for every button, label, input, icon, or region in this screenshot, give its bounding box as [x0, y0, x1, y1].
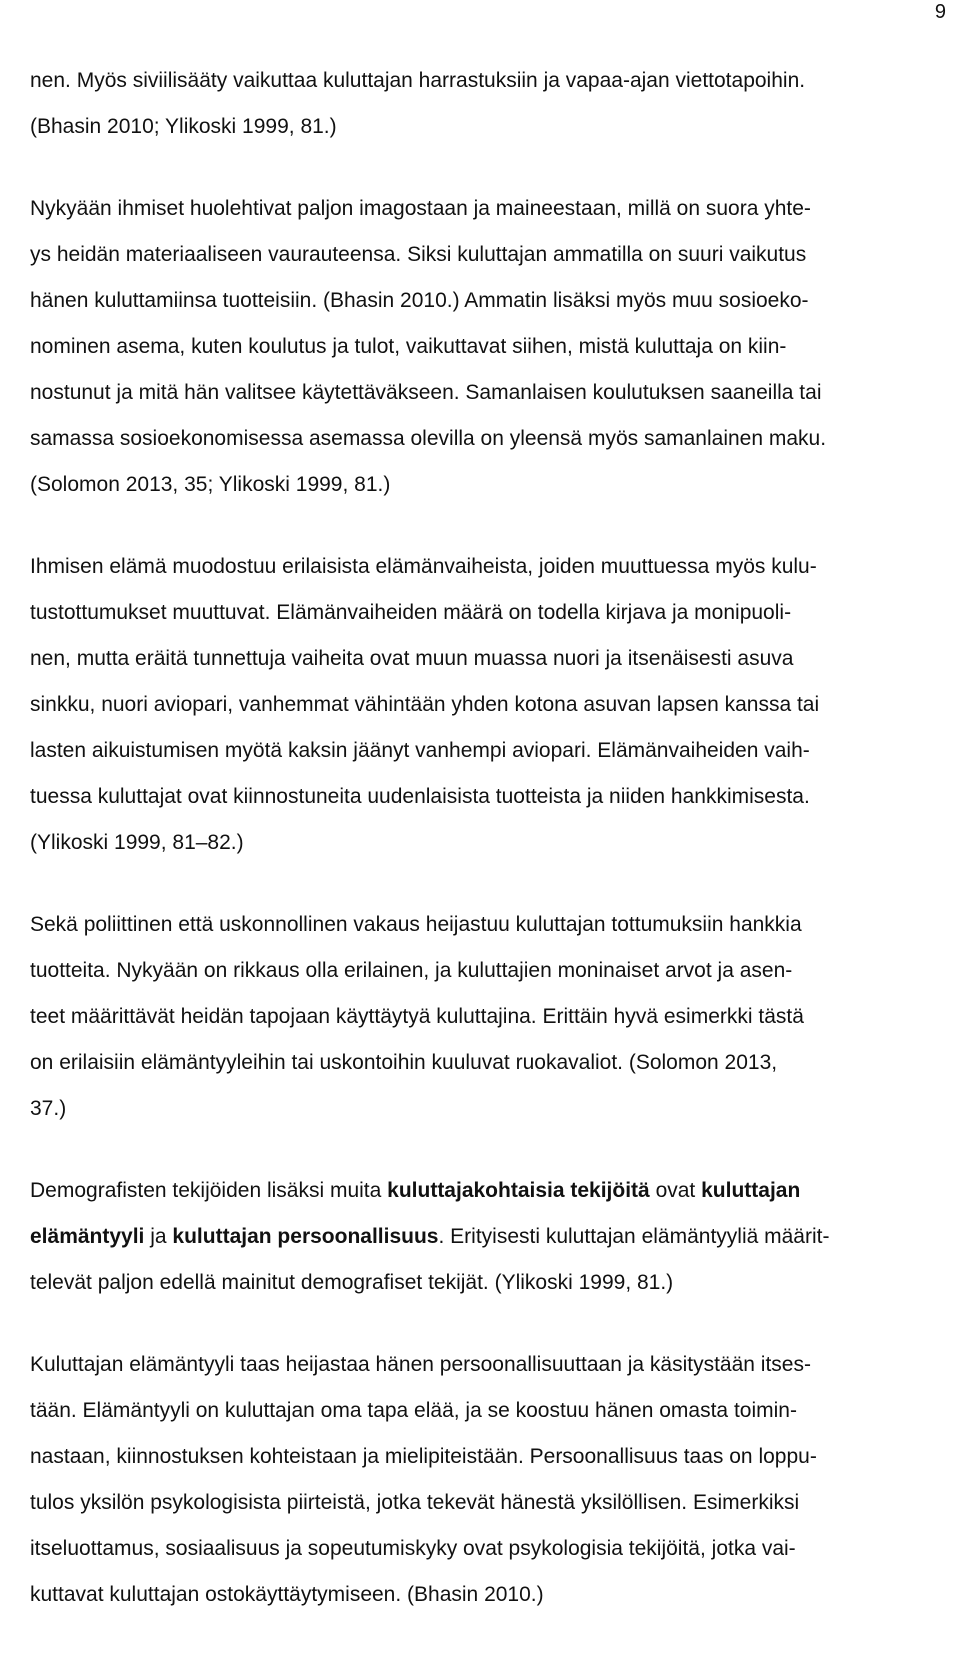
text-segment: Demografisten tekijöiden lisäksi muita: [30, 1179, 388, 1202]
bold-term: kuluttajan: [701, 1179, 801, 1202]
text-segment: . Erityisesti kuluttajan elämäntyyliä määrit-: [438, 1225, 830, 1248]
bold-term: elämäntyyli: [30, 1225, 145, 1248]
text-line: [30, 1168, 900, 1214]
text-line: nen, mutta eräitä tunnettuja vaiheita ovat muun muassa nuori ja itsenäisesti asuva: [30, 647, 794, 670]
text-line: Ihmisen elämä muodostuu erilaisista elämänvaiheista, joiden muuttuessa myös kulu-: [30, 555, 817, 578]
text-line: nostunut ja mitä hän valitsee käytettäväkseen. Samanlaisen koulutuksen saaneilla tai: [30, 381, 822, 404]
text-line: (Solomon 2013, 35; Ylikoski 1999, 81.): [30, 473, 391, 496]
text-line: on erilaisiin elämäntyyleihin tai uskontoihin kuuluvat ruokavaliot. (Solomon 2013,: [30, 1051, 778, 1074]
page-number: 9: [934, 1, 946, 23]
paragraph-2: [30, 186, 900, 508]
text-line: Kuluttajan elämäntyyli taas heijastaa hänen persoonallisuuttaan ja käsitystään itses-: [30, 1353, 811, 1376]
text-line: televät paljon edellä mainitut demografiset tekijät. (Ylikoski 1999, 81.): [30, 1271, 674, 1294]
text-line: tustottumukset muuttuvat. Elämänvaiheiden määrä on todella kirjava ja monipuoli-: [30, 601, 792, 624]
text-line: sinkku, nuori aviopari, vanhemmat vähintään yhden kotona asuvan lapsen kanssa tai: [30, 693, 820, 716]
text-line: teet määrittävät heidän tapojaan käyttäytyä kuluttajina. Erittäin hyvä esimerkki tästä: [30, 1005, 804, 1028]
text-segment: ovat: [649, 1179, 702, 1202]
text-line: nominen asema, kuten koulutus ja tulot, vaikuttavat siihen, mistä kuluttaja on kiin-: [30, 335, 787, 358]
text-line: lasten aikuistumisen myötä kaksin jäänyt vanhempi aviopari. Elämänvaiheiden vaih-: [30, 739, 810, 762]
text-line: tulos yksilön psykologisista piirteistä, jotka tekevät hänestä yksilöllisen. Esimerkiksi: [30, 1491, 800, 1514]
text-line: samassa sosioekonomisessa asemassa olevilla on yleensä myös samanlainen maku.: [30, 427, 827, 450]
text-line: [30, 1214, 900, 1260]
paragraph-6: [30, 1342, 900, 1618]
text-line: Sekä poliittinen että uskonnollinen vakaus heijastuu kuluttajan tottumuksiin hankkia: [30, 913, 802, 936]
text-line: ys heidän materiaaliseen vaurauteensa. Siksi kuluttajan ammatilla on suuri vaikutus: [30, 243, 807, 266]
text-line: nastaan, kiinnostuksen kohteistaan ja mielipiteistään. Persoonallisuus taas on loppu-: [30, 1445, 817, 1468]
text-line: (Ylikoski 1999, 81–82.): [30, 831, 244, 854]
paragraph-1: [30, 58, 900, 150]
text-line: tuessa kuluttajat ovat kiinnostuneita uudenlaisista tuotteista ja niiden hankkimisesta.: [30, 785, 810, 808]
text-line: tuotteita. Nykyään on rikkaus olla erilainen, ja kuluttajien moninaiset arvot ja asen-: [30, 959, 793, 982]
paragraph-5: [30, 1168, 900, 1306]
text-line: hänen kuluttamiinsa tuotteisiin. (Bhasin 2010.) Ammatin lisäksi myös muu sosioeko-: [30, 289, 809, 312]
bold-term: kuluttajan persoonallisuus: [172, 1225, 439, 1248]
paragraph-4: [30, 902, 900, 1132]
paragraph-3: [30, 544, 900, 866]
text-line: tään. Elämäntyyli on kuluttajan oma tapa elää, ja se koostuu hänen omasta toimin-: [30, 1399, 797, 1422]
text-line: kuttavat kuluttajan ostokäyttäytymiseen. (Bhasin 2010.): [30, 1583, 544, 1606]
text-line: 37.): [30, 1097, 67, 1120]
text-line: Nykyään ihmiset huolehtivat paljon imagostaan ja maineestaan, millä on suora yhte-: [30, 197, 811, 220]
body-text: [30, 58, 900, 1654]
bold-term: kuluttajakohtaisia tekijöitä: [387, 1179, 650, 1202]
text-line: (Bhasin 2010; Ylikoski 1999, 81.): [30, 115, 337, 138]
text-line: nen. Myös siviilisääty vaikuttaa kuluttajan harrastuksiin ja vapaa-ajan viettotapoihin.: [30, 69, 806, 92]
text-segment: ja: [144, 1225, 173, 1248]
text-line: itseluottamus, sosiaalisuus ja sopeutumiskyky ovat psykologisia tekijöitä, jotka vai-: [30, 1537, 796, 1560]
